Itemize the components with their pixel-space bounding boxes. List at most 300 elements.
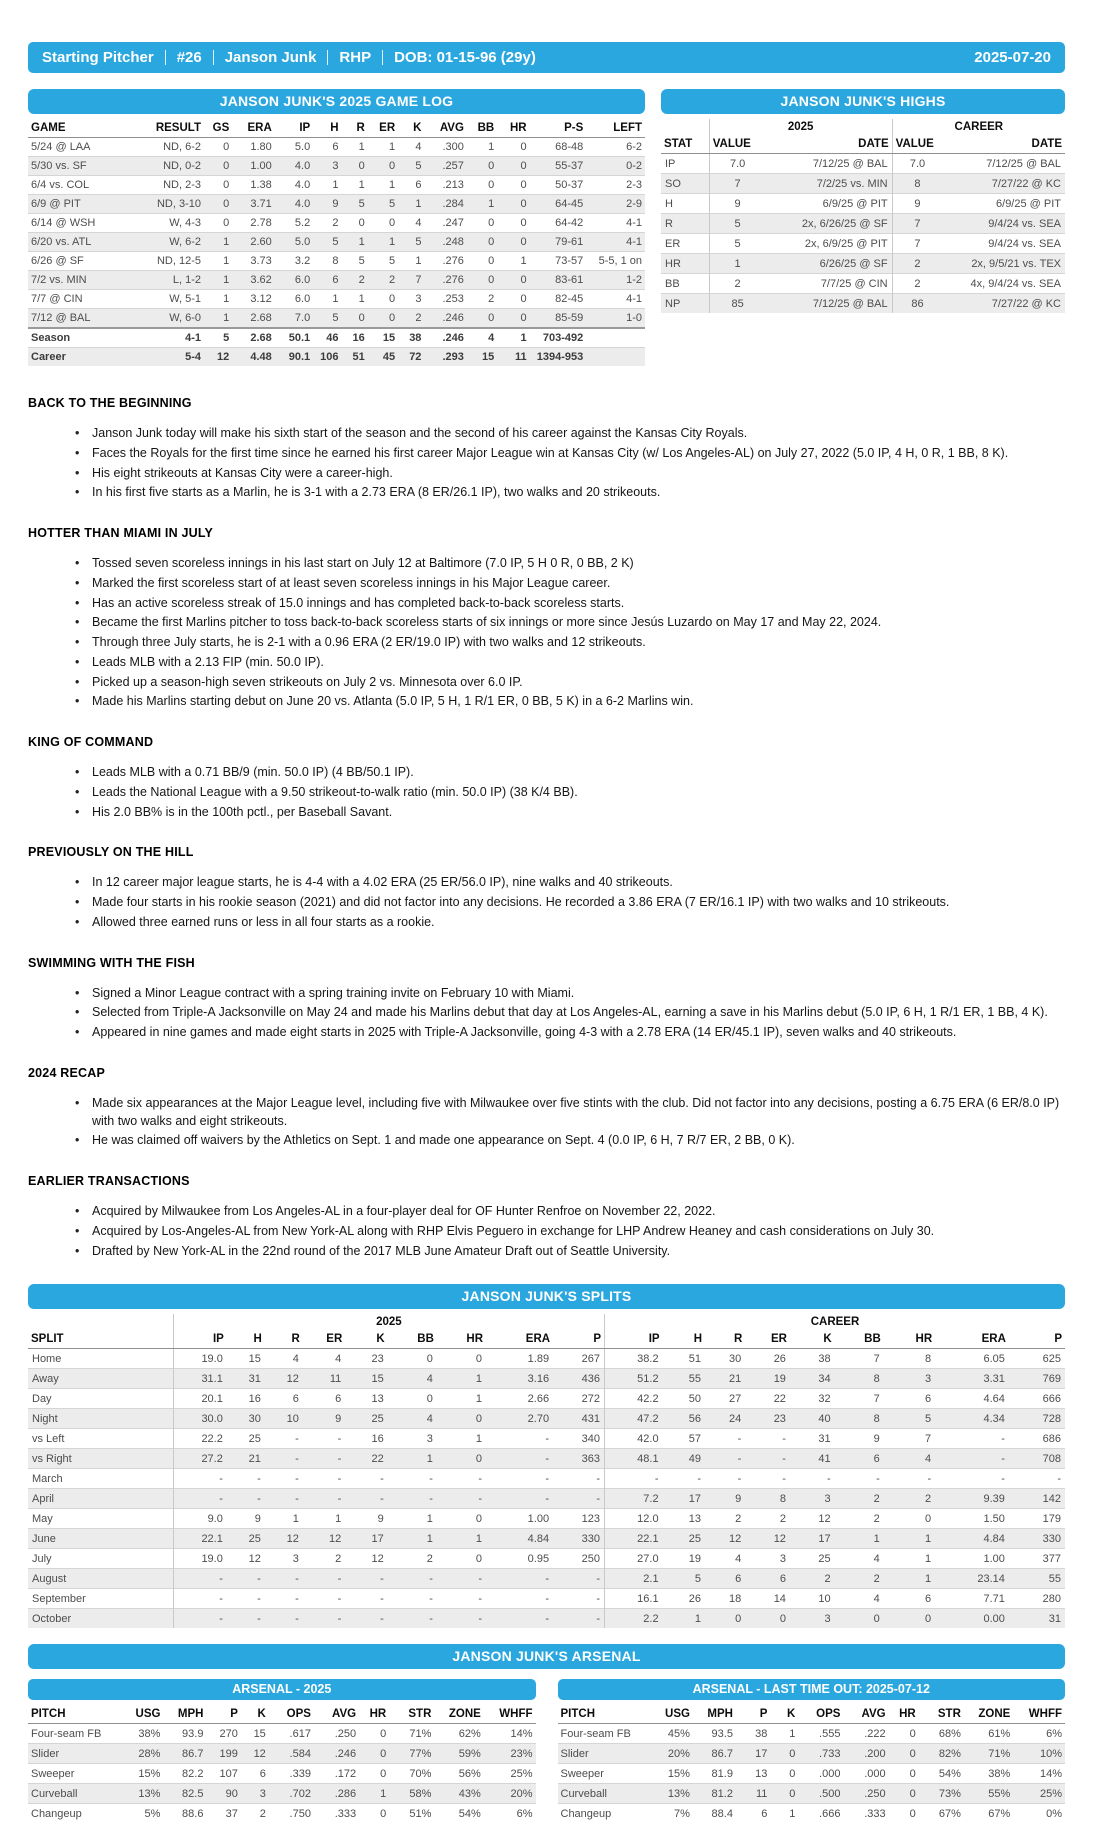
table-cell: Day <box>28 1389 173 1409</box>
column-header: BB <box>467 119 497 138</box>
table-cell: 86.7 <box>693 1744 736 1764</box>
game-log-totals <box>28 328 645 366</box>
table-cell: 0 <box>359 1804 389 1824</box>
table-cell: 23% <box>484 1744 536 1764</box>
table-cell: 9 <box>892 194 942 214</box>
table-row <box>28 271 645 290</box>
table-row <box>28 328 645 348</box>
table-cell: 7 <box>398 271 424 290</box>
table-cell: 31 <box>790 1429 835 1449</box>
table-cell: 25% <box>484 1764 536 1784</box>
throws-hand: RHP <box>339 49 372 66</box>
table-cell: 1 <box>204 233 232 252</box>
table-cell: 7 <box>892 214 942 234</box>
highs-title: JANSON JUNK'S HIGHS <box>661 89 1065 114</box>
table-cell: 340 <box>553 1429 604 1449</box>
table-cell: March <box>28 1469 173 1489</box>
table-cell: 0 <box>359 1744 389 1764</box>
table-cell: 61% <box>964 1724 1013 1744</box>
table-cell: - <box>227 1569 265 1589</box>
table-cell: 51.2 <box>604 1369 662 1389</box>
table-cell: 41 <box>790 1449 835 1469</box>
bullet-item: • Picked up a season-high seven strikeouts on July 2 vs. Minnesota over 6.0 IP. <box>90 674 1065 692</box>
table-row <box>28 233 645 252</box>
table-cell: - <box>227 1609 265 1629</box>
table-cell: - <box>345 1569 387 1589</box>
table-cell: 363 <box>553 1449 604 1469</box>
table-cell: 2 <box>313 214 341 233</box>
table-cell: .250 <box>314 1724 359 1744</box>
table-cell: 4 <box>835 1549 884 1569</box>
table-cell: 23 <box>745 1409 790 1429</box>
table-cell: 0 <box>368 290 398 309</box>
table-cell: 1 <box>204 252 232 271</box>
table-cell: .172 <box>314 1764 359 1784</box>
table-cell: .246 <box>424 328 466 348</box>
arsenal-2025-table <box>28 1705 536 1823</box>
splits-group-header-row <box>28 1314 1065 1330</box>
column-header: ERA <box>486 1330 553 1349</box>
bullet-item: • In 12 career major league starts, he is 4-4 with a 4.02 ERA (25 ER/56.0 IP), nine walks and 40 strikeouts. <box>90 874 1065 892</box>
table-row <box>28 138 645 157</box>
table-cell: 19 <box>745 1369 790 1389</box>
table-cell: 1 <box>342 138 368 157</box>
table-cell: 1-2 <box>586 271 645 290</box>
table-row <box>28 195 645 214</box>
table-cell: - <box>303 1489 345 1509</box>
table-cell: - <box>486 1429 553 1449</box>
table-cell: September <box>28 1589 173 1609</box>
highs-group-header-row <box>661 119 1065 135</box>
table-cell: 703-492 <box>530 328 587 348</box>
table-cell: 25 <box>345 1409 387 1429</box>
table-cell: 58% <box>389 1784 434 1804</box>
arsenal-title: JANSON JUNK'S ARSENAL <box>28 1644 1065 1669</box>
table-cell: 3 <box>398 290 424 309</box>
table-cell: 3.62 <box>232 271 274 290</box>
table-cell: Away <box>28 1369 173 1389</box>
table-cell: ND, 2-3 <box>129 176 204 195</box>
table-cell: 82.2 <box>163 1764 206 1784</box>
table-row <box>661 234 1065 254</box>
table-cell: 1 <box>303 1509 345 1529</box>
bullet-item: • He was claimed off waivers by the Athletics on Sept. 1 and made one appearance on Sept. 4 (0.0 IP, 6 H, 7 R/7 ER, 2 BB, 0 K). <box>90 1132 1065 1150</box>
table-cell: 5 <box>342 252 368 271</box>
table-cell: vs Right <box>28 1449 173 1469</box>
table-cell: 93.9 <box>163 1724 206 1744</box>
table-cell: 5.2 <box>275 214 313 233</box>
table-cell: - <box>265 1589 303 1609</box>
section-heading: EARLIER TRANSACTIONS <box>28 1174 190 1188</box>
table-cell: 6/26 @ SF <box>28 252 129 271</box>
column-header: ER <box>745 1330 790 1349</box>
column-header: WHFF <box>484 1705 536 1724</box>
table-cell: 0 <box>889 1744 919 1764</box>
table-cell: 0 <box>497 271 529 290</box>
table-cell: 19 <box>663 1549 705 1569</box>
table-cell: - <box>303 1449 345 1469</box>
table-cell: 22 <box>745 1389 790 1409</box>
table-cell: 10 <box>790 1589 835 1609</box>
table-cell: - <box>227 1489 265 1509</box>
table-cell: 1 <box>342 233 368 252</box>
table-cell: 81.9 <box>693 1764 736 1784</box>
section-heading: PREVIOUSLY ON THE HILL <box>28 845 194 860</box>
table-cell: 16 <box>227 1389 265 1409</box>
section-heading: 2024 RECAP <box>28 1065 106 1080</box>
table-cell: 0 <box>497 309 529 329</box>
table-cell: .257 <box>424 157 466 176</box>
table-cell: .733 <box>798 1744 843 1764</box>
table-cell: 9 <box>345 1509 387 1529</box>
column-header: K <box>398 119 424 138</box>
table-cell: 1 <box>770 1804 798 1824</box>
table-cell: 4 <box>835 1589 884 1609</box>
table-cell: 5 <box>398 233 424 252</box>
column-header: R <box>265 1330 303 1349</box>
table-cell: 2.78 <box>232 214 274 233</box>
table-cell: - <box>345 1609 387 1629</box>
table-cell: .333 <box>314 1804 359 1824</box>
table-cell: 0 <box>388 1349 437 1369</box>
table-cell: 40 <box>790 1409 835 1429</box>
table-cell: 20.1 <box>173 1389 227 1409</box>
column-header: R <box>705 1330 745 1349</box>
bullet-item: • In his first five starts as a Marlin, he is 3-1 with a 2.73 ERA (8 ER/26.1 IP), two walks and 20 strikeouts. <box>90 484 1065 502</box>
table-cell: 4.84 <box>935 1529 1009 1549</box>
table-cell: 6 <box>884 1589 935 1609</box>
table-cell: 77% <box>389 1744 434 1764</box>
table-cell: 0 <box>437 1409 486 1429</box>
table-cell: 5% <box>120 1804 163 1824</box>
table-cell: 7/27/22 @ KC <box>942 174 1065 194</box>
bullet-item: • Made six appearances at the Major League level, including five with Milwaukee over five stints with the club. Did not factor into any decisions, posting a 6.75 ERA (6 ER/8.0 IP) with two walks and eight strikeouts. <box>90 1095 1065 1131</box>
table-cell: 6/9/25 @ PIT <box>942 194 1065 214</box>
table-cell: 1 <box>313 176 341 195</box>
table-cell: 7/12/25 @ BAL <box>766 154 893 174</box>
table-cell: 27.2 <box>173 1449 227 1469</box>
table-cell: 30 <box>227 1409 265 1429</box>
table-cell: 1 <box>663 1609 705 1629</box>
table-cell: 4 <box>388 1369 437 1389</box>
table-cell: 5 <box>313 309 341 329</box>
table-cell: 0 <box>204 176 232 195</box>
table-cell: 1.38 <box>232 176 274 195</box>
bullet-list <box>28 555 1065 711</box>
table-cell: 2 <box>467 290 497 309</box>
table-cell: 9 <box>835 1429 884 1449</box>
table-cell: 4.0 <box>275 195 313 214</box>
splits-title: JANSON JUNK'S SPLITS <box>28 1284 1065 1309</box>
table-cell: - <box>437 1609 486 1629</box>
table-cell: 2 <box>835 1509 884 1529</box>
table-cell: - <box>265 1429 303 1449</box>
bullet-list <box>28 764 1065 821</box>
bullet-item: • Allowed three earned runs or less in all four starts as a rookie. <box>90 914 1065 932</box>
table-cell: 45% <box>650 1724 693 1744</box>
table-cell: 51 <box>342 348 368 367</box>
divider <box>382 50 383 65</box>
table-row <box>28 1764 536 1784</box>
table-cell: W, 6-0 <box>129 309 204 329</box>
column-header: AVG <box>424 119 466 138</box>
table-cell: 56 <box>663 1409 705 1429</box>
table-cell: ND, 12-5 <box>129 252 204 271</box>
table-cell: 708 <box>1009 1449 1065 1469</box>
table-cell: - <box>437 1469 486 1489</box>
table-cell: 22 <box>345 1449 387 1469</box>
table-cell <box>586 328 645 348</box>
table-cell: 12.0 <box>604 1509 662 1529</box>
table-cell: 54% <box>919 1764 964 1784</box>
table-cell: 0.95 <box>486 1549 553 1569</box>
table-cell: vs Left <box>28 1429 173 1449</box>
table-cell: 17 <box>736 1744 770 1764</box>
table-cell: 26 <box>663 1589 705 1609</box>
table-cell: 5 <box>884 1409 935 1429</box>
table-cell: 17 <box>790 1529 835 1549</box>
table-cell: 68-48 <box>530 138 587 157</box>
table-row <box>28 1589 1065 1609</box>
table-cell: 0 <box>770 1764 798 1784</box>
table-cell: 0 <box>342 214 368 233</box>
table-cell: 7.0 <box>892 154 942 174</box>
column-header: P <box>736 1705 770 1724</box>
column-header: LEFT <box>586 119 645 138</box>
table-cell: 5-5, 1 on <box>586 252 645 271</box>
table-cell: ND, 0-2 <box>129 157 204 176</box>
bullet-item: • Has an active scoreless streak of 15.0 innings and has completed back-to-back scoreless starts. <box>90 595 1065 613</box>
highs-table <box>661 119 1065 313</box>
table-cell: 13% <box>120 1784 163 1804</box>
table-cell: 0 <box>437 1349 486 1369</box>
column-header: H <box>227 1330 265 1349</box>
table-cell: - <box>345 1489 387 1509</box>
table-cell: - <box>173 1569 227 1589</box>
table-row <box>558 1804 1066 1824</box>
table-cell: 19.0 <box>173 1349 227 1369</box>
table-cell: 0 <box>467 252 497 271</box>
table-cell: 6 <box>835 1449 884 1469</box>
table-cell: 38.2 <box>604 1349 662 1369</box>
table-cell: ND, 6-2 <box>129 138 204 157</box>
table-cell: - <box>745 1449 790 1469</box>
table-cell: 13 <box>663 1509 705 1529</box>
table-row <box>28 1609 1065 1629</box>
table-cell: 6 <box>313 271 341 290</box>
table-row <box>661 174 1065 194</box>
table-cell: 8 <box>892 174 942 194</box>
table-cell: 4 <box>265 1349 303 1369</box>
table-cell: 431 <box>553 1409 604 1429</box>
table-cell: 49 <box>663 1449 705 1469</box>
table-row <box>28 1429 1065 1449</box>
table-cell: 2 <box>241 1804 269 1824</box>
table-cell: 6 <box>303 1389 345 1409</box>
table-cell: 15 <box>368 328 398 348</box>
table-cell: 8 <box>313 252 341 271</box>
table-cell: 82% <box>919 1744 964 1764</box>
table-cell: H <box>661 194 709 214</box>
table-row <box>28 176 645 195</box>
table-cell: 0 <box>467 176 497 195</box>
table-cell: 0 <box>342 309 368 329</box>
table-cell: 37 <box>206 1804 240 1824</box>
table-cell: 2 <box>368 271 398 290</box>
table-cell: 4 <box>303 1349 345 1369</box>
table-cell: 0 <box>770 1784 798 1804</box>
table-cell: 5 <box>368 195 398 214</box>
table-cell: 55-37 <box>530 157 587 176</box>
table-cell: 1 <box>497 252 529 271</box>
table-cell: 0 <box>705 1609 745 1629</box>
group-header-2025: 2025 <box>709 119 892 135</box>
table-cell: - <box>553 1569 604 1589</box>
arsenal-last-time-out-title: ARSENAL - LAST TIME OUT: 2025-07-12 <box>558 1679 1066 1700</box>
table-cell: 7/2 vs. MIN <box>28 271 129 290</box>
table-cell: 57 <box>663 1429 705 1449</box>
table-cell: 16.1 <box>604 1589 662 1609</box>
arsenal-2025-header-row <box>28 1705 536 1724</box>
table-cell: 5 <box>709 214 765 234</box>
column-header: VALUE <box>892 135 942 154</box>
table-cell: 1 <box>342 176 368 195</box>
column-header: IP <box>275 119 313 138</box>
table-cell: 2.2 <box>604 1609 662 1629</box>
table-cell: 4-1 <box>586 290 645 309</box>
spacer-cell <box>661 119 709 135</box>
table-cell: 436 <box>553 1369 604 1389</box>
table-cell: August <box>28 1569 173 1589</box>
table-cell: 9 <box>313 195 341 214</box>
table-cell: 88.6 <box>163 1804 206 1824</box>
table-cell: .300 <box>424 138 466 157</box>
table-cell: - <box>437 1569 486 1589</box>
column-header: HR <box>497 119 529 138</box>
bullet-item: • Drafted by New York-AL in the 22nd round of the 2017 MLB June Amateur Draft out of Seattle University. <box>90 1243 1065 1261</box>
table-cell: 769 <box>1009 1369 1065 1389</box>
table-cell: 0 <box>889 1784 919 1804</box>
table-cell: 6 <box>705 1569 745 1589</box>
table-cell: 38% <box>120 1724 163 1744</box>
table-cell: 7 <box>835 1349 884 1369</box>
column-header: HR <box>884 1330 935 1349</box>
table-cell: 9 <box>705 1489 745 1509</box>
bullet-item: • Through three July starts, he is 2-1 with a 0.96 ERA (2 ER/19.0 IP) with two walks and 12 strikeouts. <box>90 634 1065 652</box>
player-name: Janson Junk <box>224 49 317 66</box>
table-cell: 3 <box>313 157 341 176</box>
table-cell: - <box>265 1469 303 1489</box>
bullet-item: • Faces the Royals for the first time since he earned his first career Major League win at Kansas City (w/ Los Angeles-AL) on July 27, 2022 (5.0 IP, 4 H, 0 R, 1 BB, 8 K). <box>90 445 1065 463</box>
column-header: WHFF <box>1013 1705 1065 1724</box>
column-header: GS <box>204 119 232 138</box>
table-cell: 6 <box>745 1569 790 1589</box>
column-header: ER <box>368 119 398 138</box>
column-header: IP <box>604 1330 662 1349</box>
table-cell: 4 <box>705 1549 745 1569</box>
column-header: K <box>345 1330 387 1349</box>
table-cell: 8 <box>884 1349 935 1369</box>
table-cell: 7.2 <box>604 1489 662 1509</box>
table-cell: 666 <box>1009 1389 1065 1409</box>
table-cell: 1 <box>388 1529 437 1549</box>
table-cell: 2x, 9/5/21 vs. TEX <box>942 254 1065 274</box>
table-cell: June <box>28 1529 173 1549</box>
divider <box>213 50 214 65</box>
column-header: BB <box>835 1330 884 1349</box>
splits-body <box>28 1349 1065 1629</box>
table-row <box>661 214 1065 234</box>
table-cell: 38% <box>964 1764 1013 1784</box>
table-cell: - <box>303 1609 345 1629</box>
table-cell: - <box>486 1469 553 1489</box>
table-cell: 5 <box>342 195 368 214</box>
table-cell: 46 <box>313 328 341 348</box>
game-log-header-row <box>28 119 645 138</box>
table-cell: - <box>265 1569 303 1589</box>
dob-label: DOB: 01-15-96 (29y) <box>394 49 536 66</box>
table-cell: 1.50 <box>935 1509 1009 1529</box>
table-cell: IP <box>661 154 709 174</box>
table-cell: 3 <box>265 1549 303 1569</box>
table-cell: ER <box>661 234 709 254</box>
table-cell: 199 <box>206 1744 240 1764</box>
table-cell: 7/7/25 @ CIN <box>766 274 893 294</box>
table-cell: 90 <box>206 1784 240 1804</box>
table-cell: - <box>663 1469 705 1489</box>
table-cell: 4x, 9/4/24 vs. SEA <box>942 274 1065 294</box>
arsenal-columns <box>28 1679 1065 1823</box>
table-cell: 280 <box>1009 1589 1065 1609</box>
table-cell: 1 <box>342 290 368 309</box>
table-cell: 2 <box>709 274 765 294</box>
table-cell: 2-9 <box>586 195 645 214</box>
bullet-list <box>28 1095 1065 1150</box>
game-log-title: JANSON JUNK'S 2025 GAME LOG <box>28 89 645 114</box>
table-row <box>28 1744 536 1764</box>
table-cell: 0 <box>835 1609 884 1629</box>
bullet-list <box>28 425 1065 502</box>
table-cell: 1 <box>265 1509 303 1529</box>
table-cell: 7 <box>709 174 765 194</box>
table-cell: 12 <box>705 1529 745 1549</box>
table-cell: 2x, 6/9/25 @ PIT <box>766 234 893 254</box>
table-cell: 0 <box>467 309 497 329</box>
table-cell: 0 <box>342 157 368 176</box>
table-cell: 5.0 <box>275 138 313 157</box>
table-row <box>558 1744 1066 1764</box>
table-cell: - <box>486 1449 553 1469</box>
section-heading: BACK TO THE BEGINNING <box>28 396 192 410</box>
table-cell: 4-1 <box>586 214 645 233</box>
table-cell: 85 <box>709 294 765 314</box>
table-cell: 1 <box>437 1529 486 1549</box>
table-cell: .286 <box>314 1784 359 1804</box>
table-cell: 14% <box>1013 1764 1065 1784</box>
table-cell: 12 <box>227 1549 265 1569</box>
table-cell: 31 <box>1009 1609 1065 1629</box>
table-cell: 2 <box>835 1569 884 1589</box>
bullet-item: • Marked the first scoreless start of at least seven scoreless innings in his Major League career. <box>90 575 1065 593</box>
table-cell: .584 <box>269 1744 314 1764</box>
table-cell: 625 <box>1009 1349 1065 1369</box>
table-cell: 2.60 <box>232 233 274 252</box>
table-cell: 83-61 <box>530 271 587 290</box>
table-row <box>661 154 1065 174</box>
table-cell: 20% <box>484 1784 536 1804</box>
table-cell: - <box>835 1469 884 1489</box>
table-cell: 32 <box>790 1389 835 1409</box>
